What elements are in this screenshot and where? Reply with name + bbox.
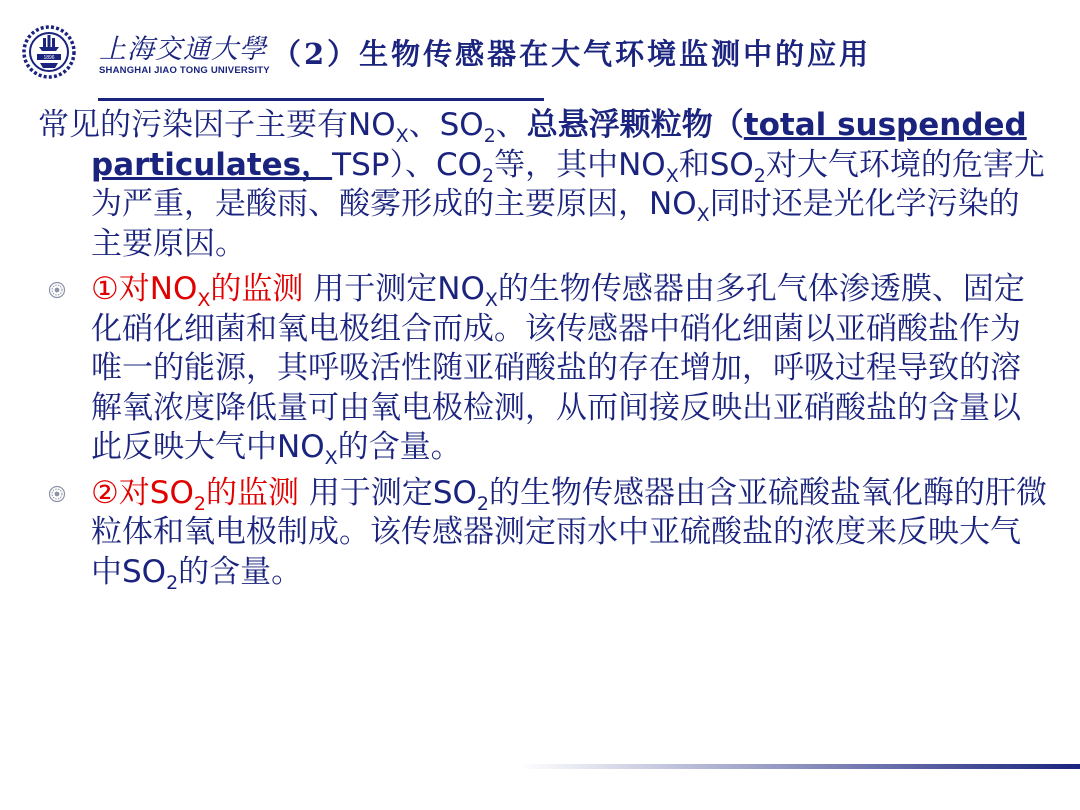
slide-body (38, 106, 1048, 592)
footer-divider (520, 764, 1080, 769)
bullet-heading-so2: ②对$SO_2$的监测 (91, 474, 299, 515)
circle-dot-bullet-icon (48, 281, 66, 299)
tsp-term: 总悬浮颗粒物（ (526, 107, 744, 143)
logo-year: 1896 (43, 54, 55, 61)
bullet-nox-monitoring: ①对$NO_X$的监测 用于测定$NO_X$的生物传感器由多孔气体渗透膜、固定化硝化细菌和氧电极组合而成。该传感器中硝化细菌以亚硝酸盐作为唯一的能源，其呼吸活性随亚硝酸盐的存在增加，呼吸过程导致的溶解氧浓度降低量可由氧电极检测，从而间接反映出亚硝酸盐的含量以此反映大气中$NO_X$的含量。 (38, 270, 1048, 468)
header-divider (98, 98, 544, 101)
tsp-term-english: total suspended particulates， (91, 107, 1027, 183)
slide-title: （2）生物传感器在大气环境监测中的应用 (272, 37, 872, 71)
intro-paragraph: 常见的污染因子主要有$NO_X$、$SO_2$、总悬浮颗粒物（total suspended particulates，TSP）、$CO_2$等，其中$NO_X$和$SO_2$对大气环境的危害尤为严重，是酸雨、酸雾形成的主要原因，$NO_X$同时还是光化学污染的主要原因。 (38, 107, 1045, 262)
bullet-heading-nox: ①对$NO_X$的监测 (91, 271, 304, 311)
university-name-en: SHANGHAI JIAO TONG UNIVERSITY (99, 65, 270, 76)
bullet-so2-monitoring: ②对$SO_2$的监测 用于测定$SO_2$的生物传感器由含亚硫酸盐氧化酶的肝微粒体和氧电极制成。该传感器测定雨水中亚硫酸盐的浓度来反映大气中$SO_2$的含量。 (38, 474, 1048, 593)
circle-dot-bullet-icon (48, 485, 66, 503)
university-name-cn: 上海交通大學 (99, 34, 267, 65)
university-emblem-icon (22, 25, 76, 79)
slide-header (0, 0, 1080, 100)
